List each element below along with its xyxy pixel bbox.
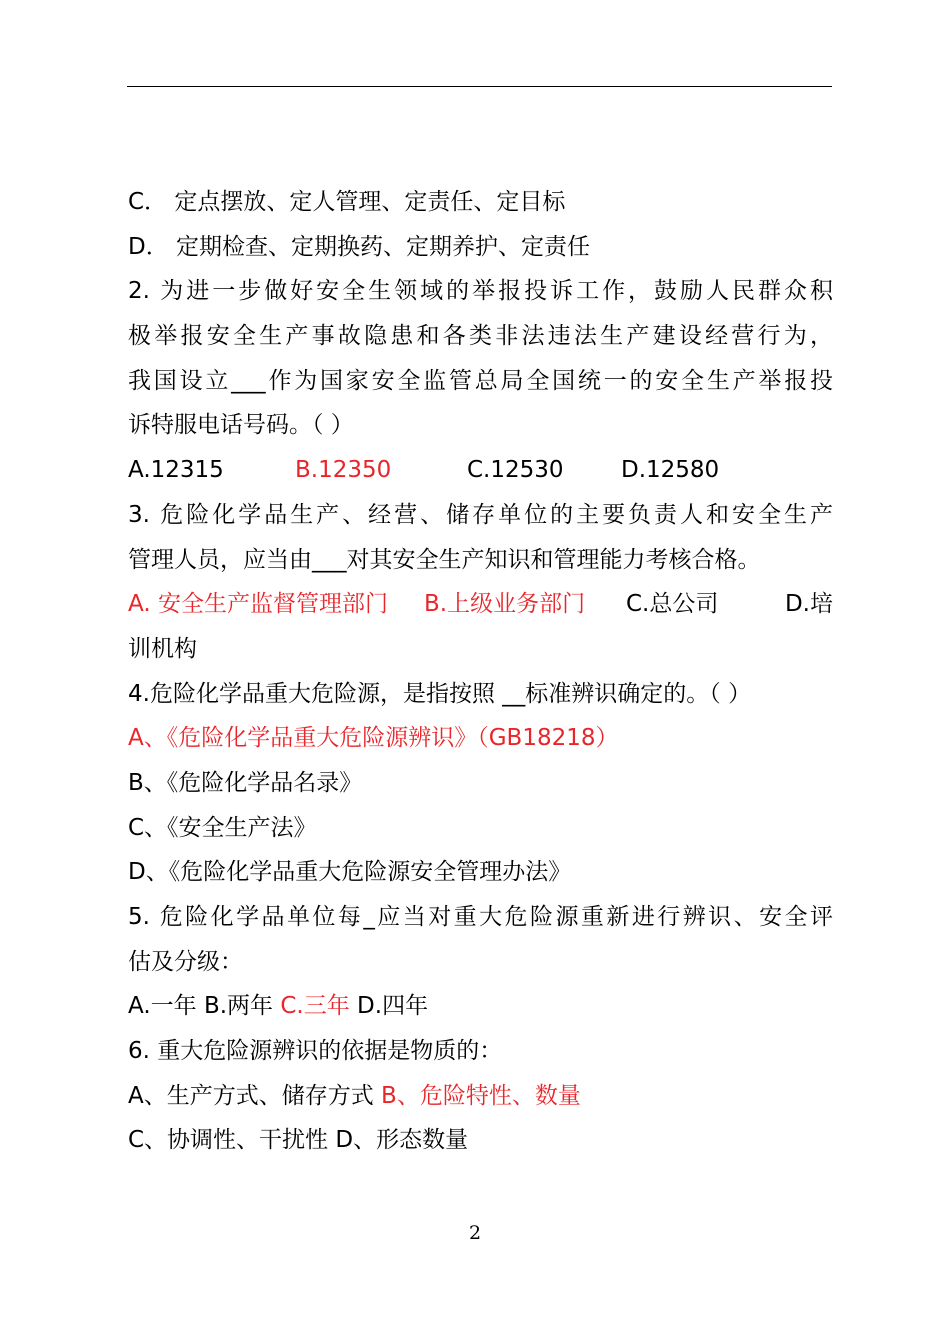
q2-option-d: D.12580 bbox=[621, 457, 720, 484]
q6-option-b-answer: B、危险特性、数量 bbox=[381, 1082, 581, 1109]
q5-option-b: B.两年 bbox=[203, 993, 274, 1020]
q5-option-d: D.四年 bbox=[357, 993, 429, 1020]
q1-option-c: C． 定点摆放、定人管理、定责任、定目标 bbox=[128, 189, 566, 215]
q2-options bbox=[128, 448, 833, 493]
q3-option-a-answer: A. 安全生产监督管理部门 bbox=[128, 591, 388, 618]
q5-option-a: A.一年 bbox=[128, 993, 197, 1020]
q2-option-a: A.12315 bbox=[128, 457, 224, 484]
q3-option-d-part2: 训机构 bbox=[128, 635, 197, 662]
q5-text-line-2: 估及分级： bbox=[128, 948, 243, 975]
q5-option-c-answer: C.三年 bbox=[280, 993, 350, 1020]
q6-options-row-2 bbox=[128, 1118, 833, 1163]
q3-options bbox=[128, 582, 833, 627]
q6-options-row-1 bbox=[128, 1074, 833, 1119]
q5-options bbox=[128, 984, 833, 1029]
q6-option-d: D、形态数量 bbox=[335, 1127, 469, 1154]
q2-option-b-answer: B.12350 bbox=[295, 457, 392, 484]
q2-text-line-1: 2. 为进一步做好安全生领域的举报投诉工作，鼓励人民群众积 bbox=[128, 278, 833, 305]
q2-text-line-3: 我国设立___作为国家安全监管总局全国统一的安全生产举报投 bbox=[128, 367, 833, 394]
q5-text-line-1: 5. 危险化学品单位每_应当对重大危险源重新进行辨识、安全评 bbox=[128, 904, 833, 930]
q6-option-a: A、生产方式、储存方式 bbox=[128, 1082, 374, 1109]
q3-option-b-answer: B.上级业务部门 bbox=[424, 591, 586, 618]
q4-option-a-answer: A、《危险化学品重大危险源辨识》（GB18218） bbox=[128, 725, 619, 752]
document-body bbox=[128, 180, 833, 1163]
q4-text-line-1: 4.危险化学品重大危险源，是指按照 __标准辨识确定的。（ ） bbox=[128, 680, 752, 707]
q4-option-d: D、《危险化学品重大危险源安全管理办法》 bbox=[128, 859, 572, 886]
q6-option-c: C、协调性、干扰性 bbox=[128, 1127, 329, 1154]
q6-text-line-1: 6. 重大危险源辨识的依据是物质的： bbox=[128, 1038, 503, 1065]
page-number: 2 bbox=[468, 1222, 482, 1244]
q3-text-line-1: 3. 危险化学品生产、经营、储存单位的主要负责人和安全生产 bbox=[128, 501, 833, 528]
q3-option-c: C.总公司 bbox=[626, 591, 719, 618]
header-rule bbox=[127, 86, 832, 87]
q2-text-line-4: 诉特服电话号码。（ ） bbox=[128, 412, 354, 439]
q2-option-c: C.12530 bbox=[467, 457, 564, 484]
q3-text-line-2: 管理人员，应当由___对其安全生产知识和管理能力考核合格。 bbox=[128, 546, 761, 573]
q2-text-line-2: 极举报安全生产事故隐患和各类非法违法生产建设经营行为， bbox=[128, 323, 833, 350]
q4-option-b: B、《危险化学品名录》 bbox=[128, 769, 363, 796]
q1-option-d: D． 定期检查、定期换药、定期养护、定责任 bbox=[128, 233, 591, 260]
q3-option-d-part1: D.培 bbox=[784, 591, 833, 618]
q4-option-c: C、《安全生产法》 bbox=[128, 814, 317, 841]
